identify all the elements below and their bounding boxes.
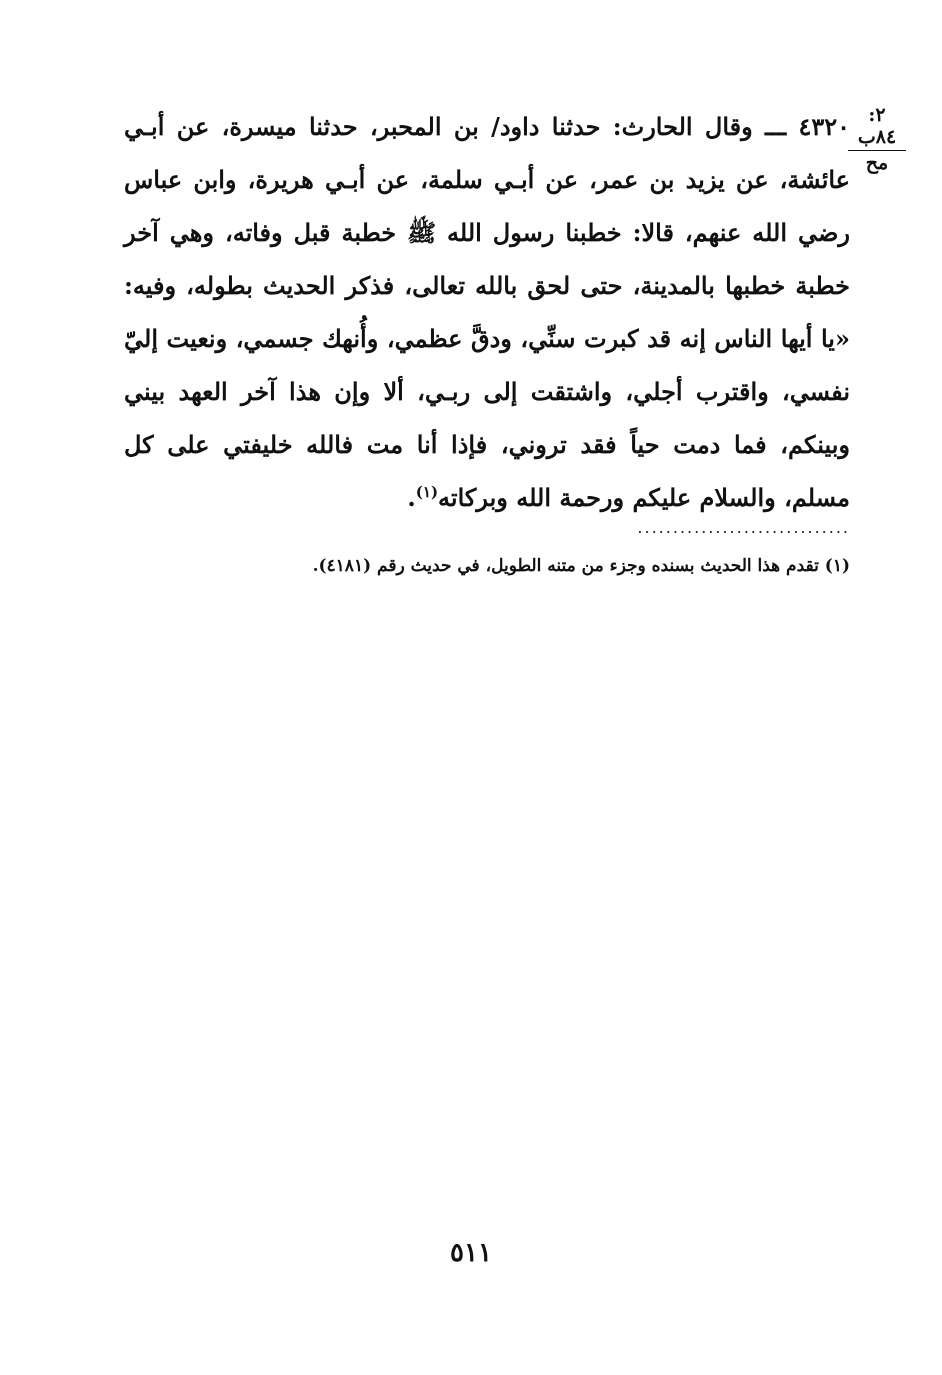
hadith-number: ٤٣٢٠: [798, 112, 850, 141]
manuscript-siglum: مح: [865, 152, 889, 174]
footnote-reference-mark: (١): [415, 483, 439, 501]
hadith-text: وقال الحارث: حدثنا داود/ بن المحبر، حدثنا ميسرة، عن أبـي عائشة، عن يزيد بن عمر، عن أبـي سلمة، عن أبـي هريرة، وابن عباس رضي الله عنهم، قالا: خطبنا رسول الله ﷺ خطبة قبل وفاته، وهي آخر خطبة خطبها بالمدينة، حتى لحق بالله تعالى، فذكر الحديث بطوله، وفيه: «يا أيها الناس إنه قد كبرت سنِّي، ودقَّ عظمي، وأُنهك جسمي، ونعيت إليّ نفسي، واقترب أجلي، واشتقت إلى ربـي، ألا وإن هذا آخر العهد بيني وبينكم، فما دمت حياً فقد تروني، فإذا أنا مت فالله خليفتي على كل مسلم، والسلام عليكم ورحمة الله وبركاته: [124, 112, 850, 512]
hadith-end-mark: .: [407, 483, 416, 512]
footnote: (١) تقدم هذا الحديث بسنده وجزء من متنه الطويل، في حديث رقم (٤١٨١).: [312, 556, 850, 576]
margin-reference: [848, 104, 906, 174]
manuscript-folio-reference: ٢: ٨٤ب: [848, 104, 906, 151]
hadith-dash: ـــ: [765, 112, 787, 141]
footnote-divider: ..............................: [637, 522, 850, 534]
hadith-body: [124, 100, 850, 524]
hadith-paragraph: [124, 100, 850, 524]
page-number: ٥١١: [450, 1238, 492, 1268]
